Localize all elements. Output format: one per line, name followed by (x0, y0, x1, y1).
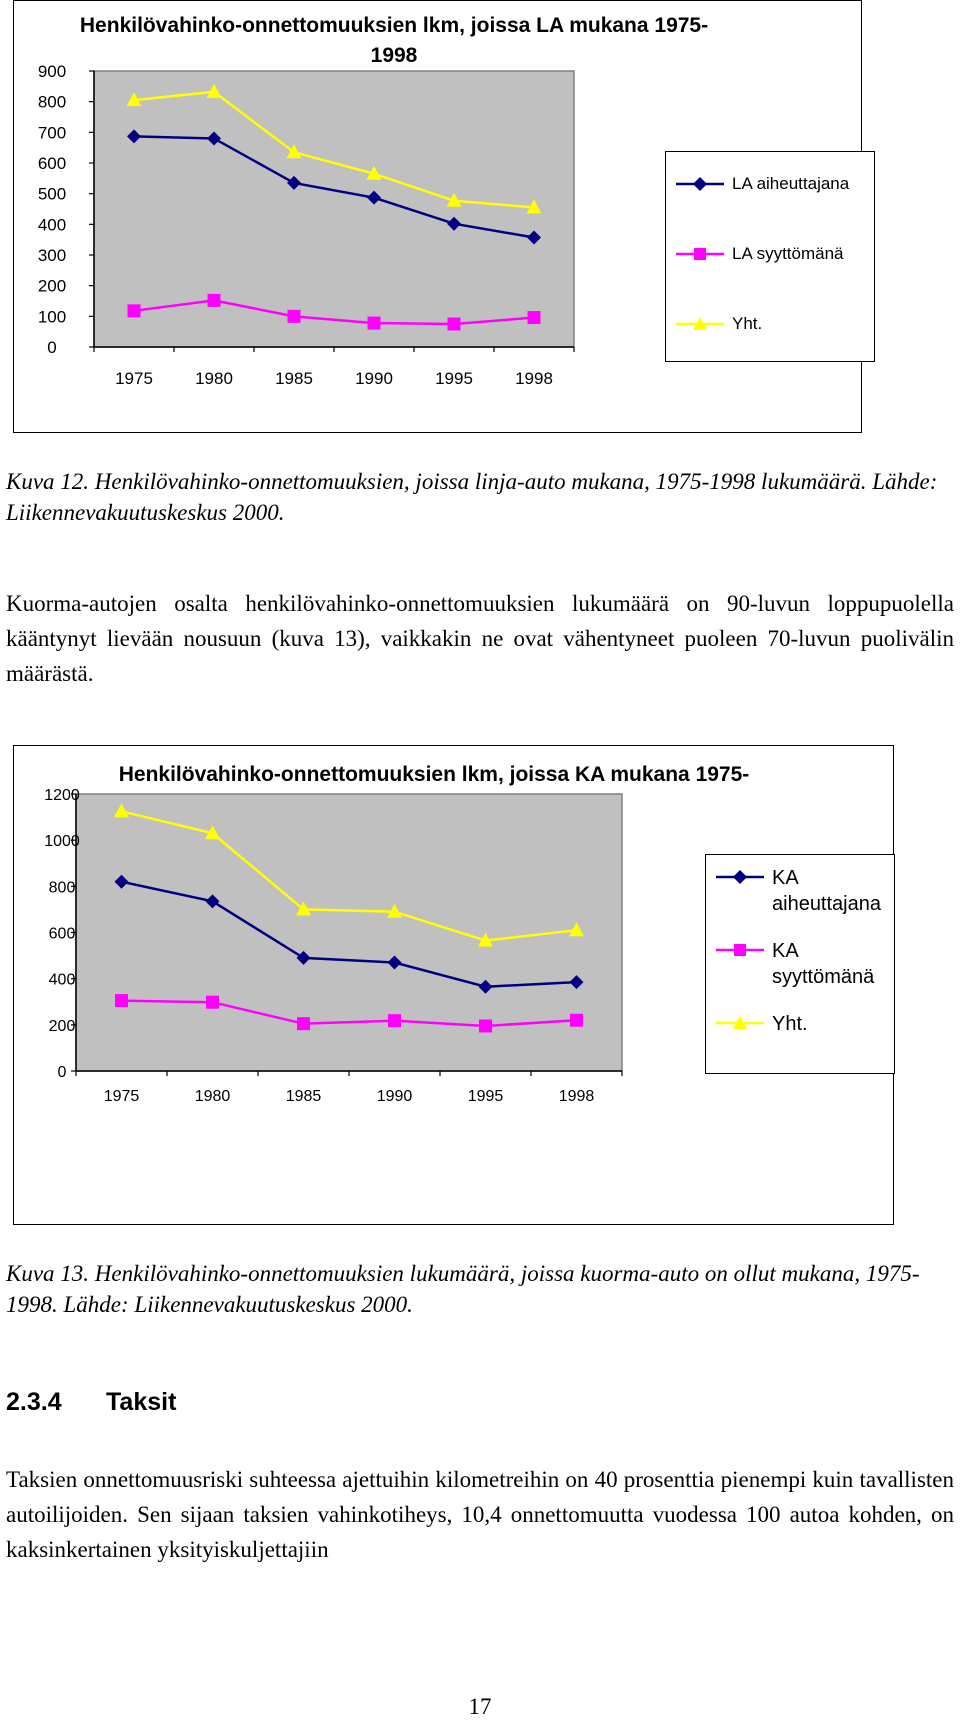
legend-label: LA syyttömänä (732, 244, 844, 263)
legend-marker-triangle-icon (674, 314, 726, 334)
legend-item-ka-syyttomana (714, 940, 875, 988)
x-tick-label: 1990 (355, 369, 393, 388)
legend-item-ka-yht (714, 1013, 808, 1038)
data-point-square (288, 310, 301, 323)
data-point-square (208, 294, 221, 307)
section-heading (6, 1388, 176, 1417)
chart-ka-title: Henkilövahinko-onnettomuuksien lkm, joissa KA mukana 1975- (118, 763, 750, 786)
x-tick-label: 1975 (115, 369, 153, 388)
legend-label: Yht. (772, 1013, 808, 1035)
legend-marker-square-icon (674, 244, 726, 264)
data-point-square (128, 304, 141, 317)
data-point-square (570, 1014, 583, 1027)
x-tick-label: 1985 (285, 1088, 322, 1105)
chart-ka-frame (13, 745, 894, 1225)
legend-item-la-yht (674, 314, 763, 339)
x-tick-label: 1995 (467, 1088, 504, 1105)
page-number: 17 (468, 1694, 492, 1719)
y-tick-label: 800 (37, 92, 67, 112)
legend-marker-diamond-icon (714, 867, 766, 887)
y-tick-label: 400 (37, 215, 67, 235)
legend-item-la-aiheuttajana (674, 174, 850, 199)
legend-marker-square-icon (714, 940, 766, 960)
y-tick-label: 900 (37, 62, 67, 81)
plot-area (76, 794, 622, 1071)
chart-ka-legend (705, 854, 895, 1074)
chart-la-legend (665, 151, 875, 362)
y-tick-label: 1000 (44, 833, 80, 851)
y-tick-label: 300 (37, 246, 67, 265)
y-tick-label: 400 (48, 971, 76, 989)
chart-la-frame (13, 0, 862, 433)
legend-marker-triangle-icon (714, 1013, 766, 1033)
figure-12-caption: Kuva 12. Henkilövahinko-onnettomuuksien, joissa linja-auto mukana, 1975-1998 lukumäärä. Lähde: Liikennevakuutuskeskus 2000. (6, 469, 938, 525)
paragraph-taxis: Taksien onnettomuusriski suhteessa ajettuihin kilometreihin on 40 prosenttia pienempi kuin tavallisten autoilijoiden. Sen sijaan taksien vahinkotiheys, 10,4 onnettomuutta vuodessa 100 autoa kohden, on kaksinkertainen yksityiskuljettajiin (6, 1467, 954, 1562)
x-tick-label: 1980 (194, 1088, 231, 1105)
legend-label: LA aiheuttajana (732, 174, 850, 193)
legend-item-ka-aiheuttajana (714, 867, 881, 915)
legend-marker-diamond-icon (674, 174, 726, 194)
y-tick-label: 200 (48, 1017, 76, 1035)
data-point-square (206, 996, 219, 1009)
y-tick-label: 700 (37, 123, 67, 143)
y-tick-label: 800 (48, 879, 76, 897)
y-tick-label: 500 (37, 184, 67, 204)
legend-label: KA syyttömänä (772, 940, 875, 988)
chart-la-title: Henkilövahinko-onnettomuuksien lkm, joissa LA mukana 1975- 1998 (79, 14, 709, 67)
x-tick-label: 1975 (103, 1088, 140, 1105)
data-point-square (368, 317, 381, 330)
y-tick-label: 100 (37, 307, 67, 327)
x-tick-label: 1990 (376, 1088, 413, 1105)
y-tick-label: 600 (37, 154, 67, 173)
paragraph-trucks: Kuorma-autojen osalta henkilövahinko-onnettomuuksien lukumäärä on 90-luvun loppupuolella kääntynyt lievään nousuun (kuva 13), vaikkakin ne ovat vähentyneet puoleen 70-luvun puolivälin määrästä. (6, 591, 954, 686)
data-point-square (479, 1019, 492, 1032)
x-tick-label: 1998 (558, 1088, 595, 1105)
data-point-square (115, 994, 128, 1007)
legend-label: KA aiheuttajana (772, 867, 881, 915)
x-tick-label: 1980 (195, 369, 233, 388)
x-tick-label: 1985 (275, 369, 313, 388)
legend-item-la-syyttomana (674, 244, 844, 269)
y-tick-label: 0 (47, 338, 57, 357)
x-tick-label: 1995 (435, 369, 473, 388)
data-point-square (528, 311, 541, 324)
data-point-square (388, 1014, 401, 1027)
y-tick-label: 0 (57, 1064, 67, 1081)
data-point-square (297, 1017, 310, 1030)
section-title: Taksit (106, 1388, 177, 1416)
x-tick-label: 1998 (515, 369, 553, 388)
legend-label: Yht. (732, 314, 763, 333)
figure-13-caption: Kuva 13. Henkilövahinko-onnettomuuksien lukumäärä, joissa kuorma-auto on ollut mukana, 1975-1998. Lähde: Liikennevakuutuskeskus 2000. (6, 1261, 920, 1317)
data-point-square (448, 318, 461, 331)
y-tick-label: 600 (48, 925, 76, 943)
y-tick-label: 1200 (44, 787, 80, 804)
y-tick-label: 200 (37, 276, 67, 296)
section-number: 2.3.4 (6, 1388, 62, 1416)
